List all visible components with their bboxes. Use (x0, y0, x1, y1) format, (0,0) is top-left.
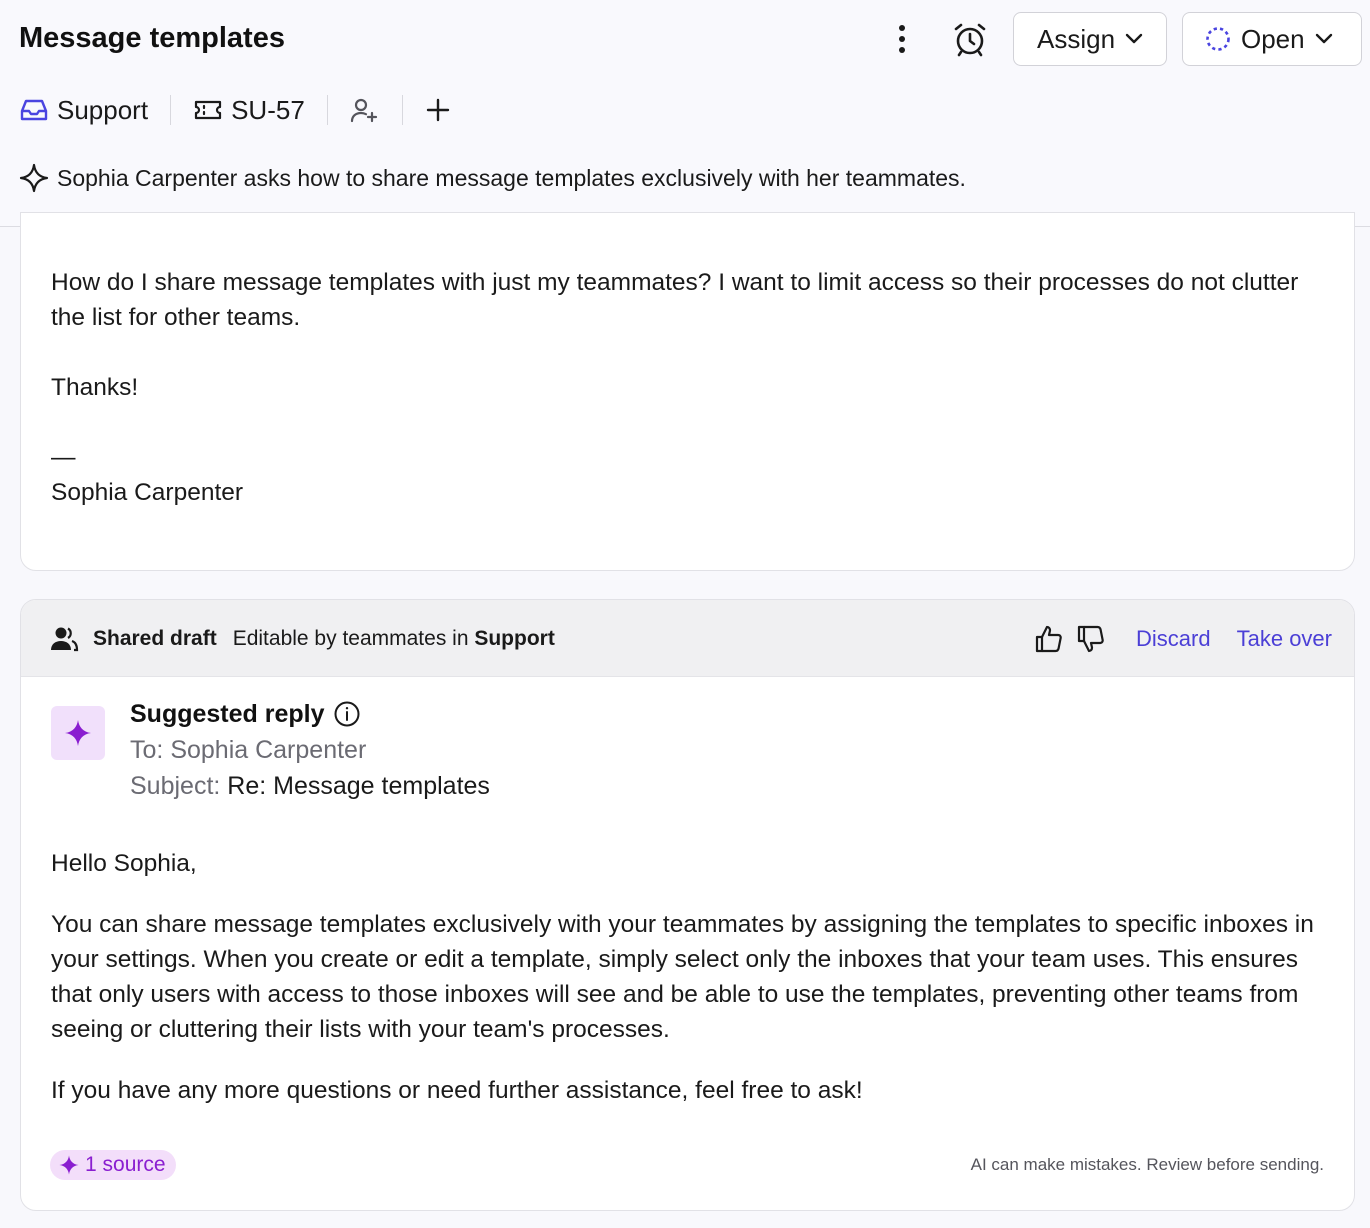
subject-value: Re: Message templates (227, 772, 490, 800)
draft-info (49, 622, 555, 656)
suggested-reply-title-row (130, 696, 490, 732)
take-over-button[interactable]: Take over (1236, 626, 1332, 651)
add-participant-button[interactable] (350, 96, 380, 124)
alarm-clock-icon (952, 21, 988, 57)
more-vertical-icon (897, 23, 907, 55)
assign-dropdown[interactable] (1013, 12, 1167, 66)
recipient-line (130, 732, 490, 768)
reply-paragraph: If you have any more questions or need further assistance, feel free to ask! (51, 1077, 863, 1104)
message-body (51, 265, 1331, 510)
ai-summary (19, 160, 966, 196)
divider (327, 95, 328, 125)
chevron-down-icon (1315, 33, 1333, 45)
assign-label: Assign (1037, 23, 1116, 54)
inbox-selector[interactable] (19, 95, 148, 126)
thumbs-up-button[interactable] (1032, 621, 1066, 657)
suggested-reply-header (130, 696, 490, 804)
reply-greeting: Hello Sophia, (51, 850, 197, 877)
ai-avatar (51, 706, 105, 760)
team-icon (49, 625, 79, 653)
status-open-icon (1205, 26, 1231, 52)
sources-label: 1 source (85, 1153, 166, 1176)
draft-editable-text: Editable by teammates in (232, 627, 469, 650)
signature-dash: — (51, 444, 76, 471)
draft-label: Shared draft (93, 627, 217, 650)
draft-team: Support (474, 627, 555, 650)
snooze-button[interactable] (950, 18, 990, 60)
draft-toolbar (21, 600, 1354, 677)
message-paragraph: How do I share message templates with just my teammates? I want to limit access so their processes do not clutter the list for other teams. (51, 269, 1299, 331)
ticket-icon (193, 98, 223, 122)
divider (402, 95, 403, 125)
thumbs-down-button[interactable] (1074, 621, 1108, 657)
conversation-header (0, 0, 1370, 227)
suggested-reply-title: Suggested reply (130, 700, 325, 728)
ticket-id[interactable] (193, 95, 305, 126)
reply-body[interactable] (51, 846, 1336, 1134)
message-closing: Thanks! (51, 374, 139, 401)
subject-line (130, 768, 490, 804)
draft-permission (233, 627, 555, 651)
discard-button[interactable]: Discard (1136, 626, 1211, 651)
inbox-label: Support (57, 94, 149, 125)
to-value: Sophia Carpenter (170, 736, 367, 764)
ai-disclaimer: AI can make mistakes. Review before sending. (970, 1155, 1324, 1174)
add-field-button[interactable] (425, 97, 451, 123)
status-dropdown[interactable] (1182, 12, 1362, 66)
reply-paragraph: You can share message templates exclusively with your teammates by assigning the templates to specific inboxes in your settings. When you create or edit a template, simply select only the inboxes that your team uses. This ensures that only users with access to those inboxes will see and be able to use the templates, preventing other teams from seeing or cluttering their lists with your team's processes. (51, 911, 1314, 1043)
inbox-icon (19, 97, 49, 123)
message-signature: Sophia Carpenter (51, 479, 244, 506)
conversation-meta-row (19, 88, 451, 132)
shared-draft-card (20, 599, 1355, 1211)
plus-icon (425, 97, 451, 123)
status-label: Open (1241, 23, 1305, 54)
ticket-id-label: SU-57 (231, 94, 305, 125)
customer-message (20, 212, 1355, 571)
to-label: To: (130, 736, 164, 764)
summary-text: Sophia Carpenter asks how to share message templates exclusively with her teammates. (57, 164, 966, 191)
thumbs-down-icon (1076, 624, 1106, 654)
draft-actions (1032, 620, 1332, 658)
sparkle-icon (63, 718, 93, 748)
info-icon[interactable] (333, 700, 361, 728)
more-options-button[interactable] (884, 20, 920, 58)
chevron-down-icon (1125, 33, 1143, 45)
thumbs-up-icon (1034, 624, 1064, 654)
subject-label: Subject: (130, 772, 221, 800)
sources-badge[interactable] (50, 1150, 176, 1180)
user-plus-icon (350, 96, 380, 124)
page-title: Message templates (19, 22, 285, 54)
divider (170, 95, 171, 125)
sparkle-icon (19, 163, 49, 193)
sparkle-icon (58, 1154, 80, 1176)
